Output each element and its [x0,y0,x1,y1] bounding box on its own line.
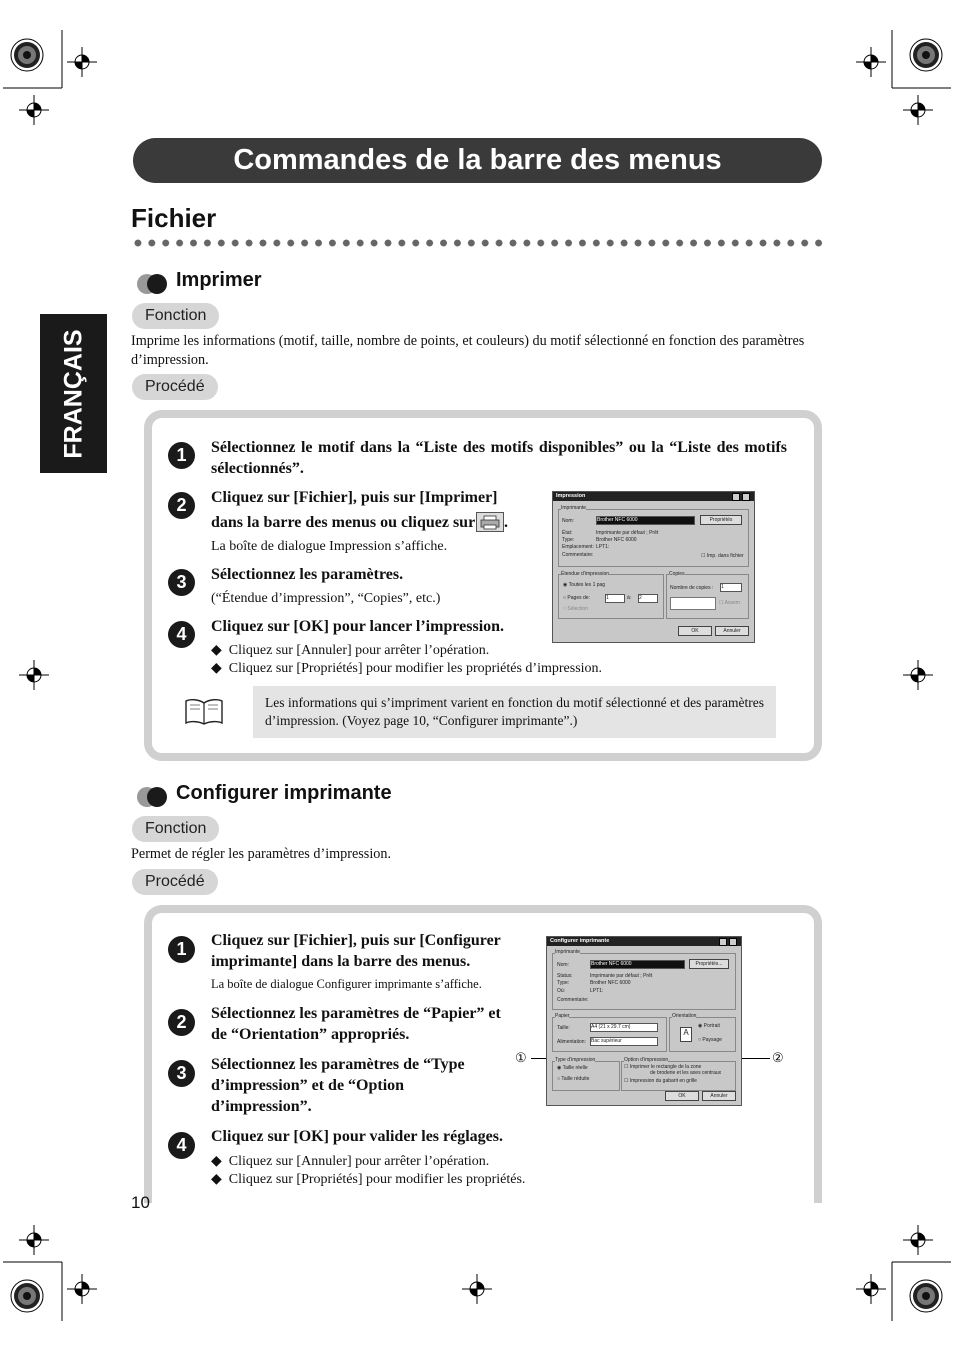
field-label: Commentaire: [557,997,589,1003]
field-label: Nom: [557,962,569,968]
cancel-button[interactable]: Annuler [715,626,749,636]
field-label: Taille: [557,1025,570,1031]
step-subtext: La boîte de dialogue Configurer imprimante s’affiche. [211,977,482,991]
language-tab [40,314,107,473]
group-label: Type d’impression [555,1057,596,1063]
info-note: Les informations qui s’impriment varient en fonction du motif sélectionné et des paramètres d’impression. (Voyez page 10, “Configurer imprimante”.) [253,686,776,738]
bullet-item: ◆ Cliquez sur [Propriétés] pour modifier les propriétés d’impression. [211,661,603,676]
configurer-title: Configurer imprimante [176,782,392,804]
field-label: Nom: [562,518,574,524]
collate-checkbox[interactable]: ☐ Assem [719,600,740,606]
step-text: Sélectionnez les paramètres. [211,566,404,583]
field-value: Imprimante par défaut ; Prêt [590,973,653,979]
step-number: 3 [168,569,195,596]
group-label: Copies [669,571,685,577]
step-text: Sélectionnez les paramètres de “Papier” et de “Orientation” appropriés. [211,1005,501,1043]
field-value: Brother NFC 6000 [596,537,637,543]
print-to-file-checkbox[interactable]: ☐ Imp. dans fichier [701,553,744,559]
field-label: Type: [557,980,570,986]
setup-dialog [546,936,742,1106]
procede-label: Procédé [132,374,218,400]
printer-name-select[interactable]: Brother NFC 6000 [596,516,695,525]
field-value: Imprimante par défaut ; Prêt [596,530,659,536]
radio-reduced-size[interactable]: ○ Taille réduite [557,1076,590,1082]
step-text: dans la barre des menus ou cliquez sur [211,514,476,531]
to-field[interactable]: 2 [638,594,658,603]
step-number: 1 [168,442,195,469]
book-icon [184,697,224,727]
step-text: Sélectionnez les paramètres de “Type d’impression” et de “Option d’impression”. [211,1056,465,1115]
page-title: Commandes de la barre des menus [133,138,822,183]
field-label: Status: [557,973,573,979]
dotted-divider [131,238,823,248]
printer-name-select[interactable]: Brother NFC 6000 [590,960,685,969]
collate-preview-icon [670,597,716,610]
step-text: Cliquez sur [OK] pour lancer l’impression. [211,618,505,635]
step-text: Cliquez sur [Fichier], puis sur [Configurer imprimante] dans la barre des menus. [211,932,501,970]
radio-portrait[interactable]: ◉ Portrait [698,1023,720,1029]
close-icon[interactable] [729,938,737,946]
section-bullet-icon [136,273,168,295]
field-label: Alimentation: [557,1039,586,1045]
procede-label: Procédé [132,869,218,895]
radio-selection[interactable]: ○ Sélection [563,606,588,612]
step-text: Cliquez sur [OK] pour valider les réglages. [211,1128,503,1145]
field-label: à: [627,595,632,601]
step-number: 2 [168,1009,195,1036]
radio-landscape[interactable]: ○ Paysage [698,1037,722,1043]
field-value: LPT1: [596,544,610,550]
section-title: Fichier [131,203,217,233]
imprimer-title: Imprimer [176,269,262,291]
field-value: Brother NFC 6000 [590,980,631,986]
field-label: Emplacement: [562,544,594,550]
cancel-button[interactable]: Annuler [702,1091,736,1101]
step-subtext: La boîte de dialogue Impression s’affiche. [211,539,448,554]
orientation-preview-icon: A [680,1027,692,1042]
properties-button[interactable]: Propriétés... [689,959,729,969]
radio-real-size[interactable]: ◉ Taille réelle [557,1065,588,1071]
step-text: Sélectionnez le motif dans la “Liste des motifs disponibles” ou la “Liste des motifs sélectionnés”. [211,439,787,477]
ok-button[interactable]: OK [678,626,712,636]
step-text: Cliquez sur [Fichier], puis sur [Imprimer] [211,489,498,506]
properties-button[interactable]: Propriétés [700,515,742,525]
fonction-label: Fonction [132,303,219,329]
fonction-text: Permet de régler les paramètres d’impression. [131,846,392,862]
field-label: Nombre de copies : [670,585,714,591]
help-button[interactable] [732,493,740,501]
group-label: Orientation [672,1013,697,1019]
option-grid-checkbox[interactable]: ☐ Impression du gabarit en grille [624,1078,697,1084]
group-label: Imprimante [561,505,587,511]
paper-source-select[interactable]: Bac supérieur [590,1037,658,1046]
group-label: Papier [555,1013,570,1019]
step-number: 4 [168,621,195,648]
option-text: de broderie et les axes centraux [650,1070,722,1076]
step-number: 1 [168,936,195,963]
field-label: Où: [557,988,566,994]
field-value: LPT1: [590,988,604,994]
bullet-item: ◆ Cliquez sur [Propriétés] pour modifier les propriétés. [211,1172,526,1187]
dialog-titlebar: Configurer imprimante [547,937,741,946]
step-subtext: (“Étendue d’impression”, “Copies”, etc.) [211,591,441,606]
page-number: 10 [131,1193,150,1212]
ok-button[interactable]: OK [665,1091,699,1101]
field-label: Commentaire: [562,552,594,558]
field-label: État: [562,530,573,536]
field-label: Type: [562,537,575,543]
option-rectangle-checkbox[interactable]: ☐ Imprimer le rectangle de la zone [624,1064,702,1070]
paper-size-select[interactable]: A4 (21 x 29.7 cm) [590,1023,658,1032]
bullet-item: ◆ Cliquez sur [Annuler] pour arrêter l’opération. [211,643,490,658]
help-button[interactable] [719,938,727,946]
language-tab-label: FRANÇAIS [59,328,87,459]
step-number: 2 [168,492,195,519]
copies-spinner[interactable]: 1 [720,583,742,592]
group-label: Étendue d’impression [561,571,610,577]
group-label: Option d’impression [624,1057,669,1063]
bullet-item: ◆ Cliquez sur [Annuler] pour arrêter l’opération. [211,1154,490,1169]
printer-icon[interactable] [476,512,504,532]
fonction-label: Fonction [132,816,219,842]
callout-2: ② [772,1050,784,1065]
dialog-titlebar: Impression [553,492,754,501]
fonction-text: Imprime les informations (motif, taille, nombre de points, et couleurs) du motif sélectionné en fonction des paramètres d’impression. [131,333,805,368]
step-number: 3 [168,1060,195,1087]
step-number: 4 [168,1132,195,1159]
radio-all[interactable]: ◉ Toutes les 1 pag [563,582,606,588]
print-dialog [552,491,755,643]
section-bullet-icon [136,786,168,808]
callout-1: ① [515,1050,527,1065]
from-field[interactable]: 1 [605,594,625,603]
step-text: . [504,514,508,531]
close-icon[interactable] [742,493,750,501]
group-label: Imprimante [555,949,581,955]
radio-pages[interactable]: ○ Pages de: [563,595,590,601]
